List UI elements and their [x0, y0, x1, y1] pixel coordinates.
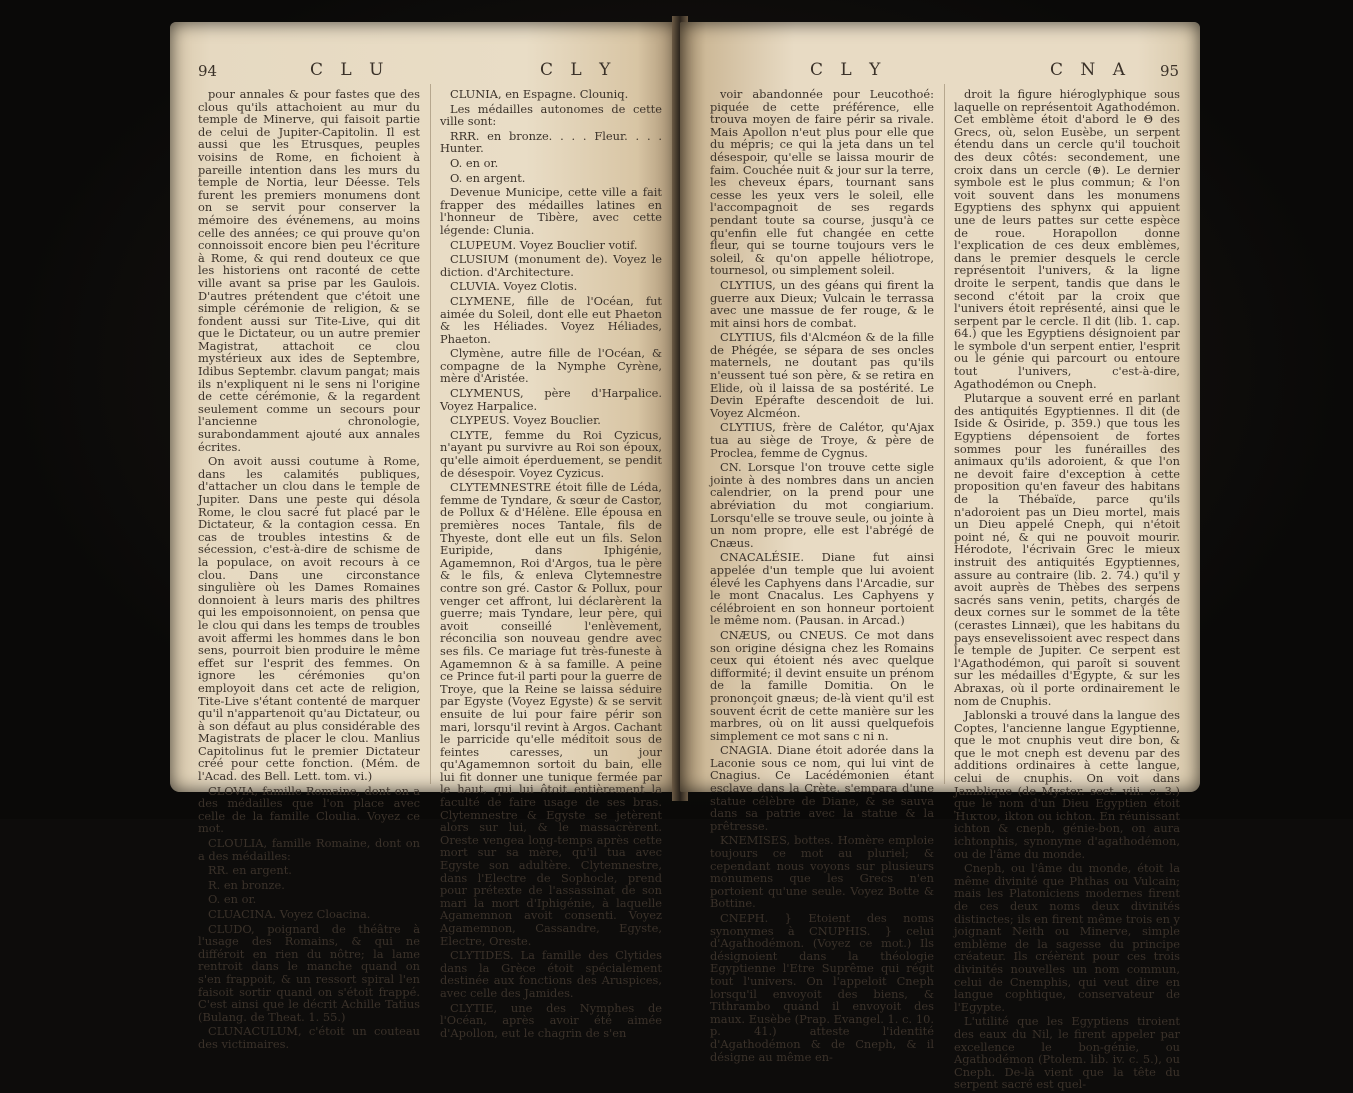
- paragraph: CLYPEUS. Voyez Bouclier.: [450, 413, 601, 428]
- paragraph: Les médailles autonomes de cette ville sont:: [440, 101, 662, 129]
- paragraph: voir abandonnée pour Leucothoé: piquée de cette préférence, elle trouva moyen de faire périr sa rivale. Mais Apollon n'eut plus pour elle que du mépris; ce qui la jeta dans un tel désespoir, qu'elle se laissa mourir de faim. Couchée nuit & jour sur la terre, les cheveux épars, tournant sans cesse les yeux vers le soleil, elle l'accompagnoit de ses regards pendant toute sa course, jusqu'à ce qu'enfin elle fut changée en cette fleur, qui se tourne toujours vers le soleil, & qu'on appelle héliotrope, tournesol, ou simplement soleil.: [710, 87, 934, 278]
- paragraph: O. en or.: [450, 155, 499, 170]
- paragraph: Devenue Municipe, cette ville a fait frapper des médailles latines en l'honneur de Tibère, avec cette légende: Clunia.: [440, 185, 662, 237]
- paragraph: Plutarque a souvent erré en parlant des antiquités Egyptiennes. Il dit (de Iside & Osiride, p. 359.) que tous les Egyptiens dépensoient de fortes sommes pour les funérailles des animaux qu'ils adoroient, & que l'on ne devoit faire d'exception à cette proposition qu'en faveur des habitans de la Thébaïde, parce qu'ils n'adoroient pas un Dieu mortel, mais un Dieu appelé Cneph, qui n'étoit point né, & qui ne pouvoit mourir. Hérodote, l'écrivain Grec le mieux instruit des antiquités Egyptiennes, assure au contraire (lib. 2. 74.) qu'il y avoit auprès de Thèbes des serpens sacrés sans venin, petits, chargés de deux cornes sur le sommet de la tête (cerastes Linnæi), que les habitans du pays ensevelissoient avec respect dans le temple de Jupiter. Ce serpent est l'Agathodémon, qui paroît si souvent sur les médailles d'Egypte, & sur les Abraxas, où il porte ordinairement le nom de Cnuphis.: [954, 391, 1180, 708]
- paragraph: CLYTIUS, un des géans qui firent la guerre aux Dieux; Vulcain le terrassa avec une massue de fer rouge, & le mit ainsi hors de combat.: [710, 277, 934, 330]
- paragraph: L'utilité que les Egyptiens tiroient des eaux du Nil, le firent appeler par excellence le bon-génie, ou Agathodémon (Ptolem. lib. iv. c. 5.), ou Cneph. De-là vient que la tête du serpent sacré est quel-: [954, 1014, 1180, 1092]
- running-head-right: C L Y: [540, 60, 617, 80]
- paragraph: CLYTIE, une des Nymphes de l'Océan, après avoir été aimée d'Apollon, eut le chagrin de s'en: [440, 1000, 662, 1040]
- right-page: [680, 22, 1200, 1092]
- right-column-2: [954, 88, 1180, 1093]
- paragraph: CLUDO, poignard de théâtre à l'usage des Romains, & qui ne différoit en rien du nôtre; la lame rentroit dans le manche quand on s'en frappoit, & un ressort spiral l'en faisoit sortir quand on s'étoit frappé. C'est ainsi que le décrit Achille Tatius (Bulang. de Theat. 1. 55.): [198, 921, 420, 1024]
- paragraph: RR. en argent.: [208, 863, 292, 878]
- paragraph: O. en argent.: [450, 170, 526, 185]
- paragraph: RRR. en bronze. . . . Fleur. . . . Hunter.: [440, 128, 662, 156]
- page-number-right: 95: [1160, 62, 1180, 80]
- paragraph: CNÆUS, ou CNEUS. Ce mot dans son origine désigna chez les Romains ceux qui étoient nés avec quelque difformité; il devint ensuite un prénom de la famille Domitia. On le prononçoit gnæus; de-là vient qu'il est souvent écrit de cette manière sur les marbres, où on lit aussi quelquefois simplement ce mot sans c ni n.: [710, 627, 934, 743]
- paragraph: CLOVIA, famille Romaine, dont on a des médailles que l'on place avec celle de la famille Cloulia. Voyez ce mot.: [198, 783, 420, 836]
- paragraph: CNACALÉSIE. Diane fut ainsi appelée d'un temple que lui avoient élevé les Caphyens dans l'Arcadie, sur le mont Cnacalus. Les Caphyens y célébroient en son honneur portoient le même nom. (Pausan. in Arcad.): [710, 550, 934, 628]
- paragraph: CLYTIUS, fils d'Alcméon & de la fille de Phégée, se sépara de ses oncles maternels, ne doutant pas qu'ils n'eussent tué son père, & se retira en Elide, où il laissa de sa postérité. Le Devin Epérafte descendoit de lui. Voyez Alcméon.: [710, 330, 934, 420]
- left-column-2: [440, 88, 662, 1041]
- paragraph: CLUACINA. Voyez Cloacina.: [208, 907, 371, 921]
- paragraph: CLUNACULUM, c'étoit un couteau des victimaires.: [198, 1024, 420, 1051]
- paragraph: CN. Lorsque l'on trouve cette sigle jointe à des nombres dans un ancien calendrier, on la prend pour une abréviation du mot congiarium. Lorsqu'elle se trouve seule, ou jointe à un nom propre, elle est l'abrégé de Cnæus.: [710, 460, 934, 550]
- paragraph: Clymène, autre fille de l'Océan, & compagne de la Nymphe Cyrène, mère d'Aristée.: [440, 346, 662, 386]
- paragraph: CLYTIUS, frère de Calétor, qu'Ajax tua au siège de Troye, & père de Proclea, femme de Cygnus.: [710, 420, 934, 460]
- paragraph: R. en bronze.: [208, 877, 285, 892]
- paragraph: CLUVIA. Voyez Clotis.: [450, 279, 578, 294]
- paragraph: CLYTEMNESTRE étoit fille de Léda, femme de Tyndare, & sœur de Castor, de Pollux & d'Hélène. Elle épousa en premières noces Tantale, fils de Thyeste, dont elle eut un fils. Selon Euripide, dans Iphigénie, Agamemnon, Roi d'Argos, tua le père & le fils, & enleva Clytemnestre contre son gré. Castor & Pollux, pour venger cet affront, lui déclarèrent la guerre; mais Tyndare, leur père, qui avoit conseillé l'enlèvement, réconcilia son nouveau gendre avec ses fils. Ce mariage fut très-funeste à Agamemnon & à sa famille. A peine ce Prince fut-il parti pour la guerre de Troye, que la Reine se laissa séduire par Egyste (Voyez Egyste) & se servit ensuite de lui pour faire périr son mari, lorsqu'il revint à Argos. Cachant le parricide qu'elle méditoit sous de feintes caresses, un jour qu'Agamemnon sortoit du bain, elle lui fit donner une tunique fermée par le haut, qui lui ôtoit entièrement la faculté de faire usage de ses bras. Clytemnestre & Egyste se jetèrent alors sur lui, & le massacrèrent. Oreste vengea long-temps après cette mort sur sa mère, qu'il tua avec Egyste son adultère. Clytemnestre, dans l'Electre de Sophocle, prend pour prétexte de l'assassinat de son mari la mort d'Iphigénie, à laquelle Agamemnon avoit consenti. Voyez Agamemnon, Cassandre, Egyste, Electre, Oreste.: [440, 480, 662, 948]
- paragraph: CLYTE, femme du Roi Cyzicus, n'ayant pu survivre au Roi son époux, qu'elle aimoit éperduement, se pendit de désespoir. Voyez Cyzicus.: [440, 427, 662, 480]
- left-column-1: [198, 88, 420, 1053]
- running-head-left: C L Y: [810, 60, 887, 80]
- column-rule: [944, 84, 945, 784]
- paragraph: CLOULIA, famille Romaine, dont on a des médailles:: [198, 836, 420, 863]
- paragraph: droit la figure hiéroglyphique sous laquelle on représentoit Agathodémon. Cet emblème étoit d'abord le Θ des Grecs, où, selon Eusèbe, un serpent étendu dans un cercle qu'il touchoit des deux côtés: secondement, une croix dans un cercle (⊕). Le dernier symbole est le plus commun; & l'on voit souvent dans les monumens Egyptiens des sphynx qui appuient une de leurs pattes sur cette espèce de roue. Horapollon donne l'explication de ces deux emblèmes, dans le premier desquels le cercle représentoit l'univers, & la ligne droite le serpent, tandis que dans le second c'étoit par la croix que l'univers étoit représenté, ainsi que le serpent par le cercle. Il dit (lib. 1. cap. 64.) que les Egyptiens désignoient par le symbole d'un serpent entier, l'esprit ou le génie qui parcourt ou entoure tout l'univers, c'est-à-dire, Agathodémon ou Cneph.: [954, 87, 1180, 391]
- paragraph: On avoit aussi coutume à Rome, dans les calamités publiques, d'attacher un clou dans le temple de Jupiter. Dans une peste qui désola Rome, le clou sacré fut placé par le Dictateur, & la contagion cessa. En cas de troubles intestins & de sécession, c'est-à-dire de schisme de la populace, on avoit recours à ce clou. Dans une circonstance singulière où les Dames Romaines donnoient à leurs maris des philtres qui les empoisonnoient, on pensa que le clou qui dans les temps de troubles avoit affermi les hommes dans le bon sens, pourroit bien produire le même effet sur l'esprit des femmes. On ignore les cérémonies qu'on employoit dans cet acte de religion, Tite-Live s'étant contenté de marquer qu'il n'appartenoit qu'au Dictateur, ou à son défaut au plus considérable des Magistrats de placer le clou. Manlius Capitolinus fut le premier Dictateur créé pour cette fonction. (Mém. de l'Acad. des Bell. Lett. tom. vi.): [198, 454, 420, 784]
- paragraph: KNEMISES, bottes. Homère emploie toujours ce mot au pluriel; & cependant nous voyons sur plusieurs monumens que les Grecs n'en portoient qu'une seule. Voyez Botte & Bottine.: [710, 833, 934, 911]
- paragraph: CNAGIA. Diane étoit adorée dans la Laconie sous ce nom, qui lui vint de Cnagius. Ce Lacédémonien étant esclave dans la Crète, s'empara d'une statue célèbre de Diane, & se sauva dans sa patrie avec la statue & la prêtresse.: [710, 743, 934, 833]
- column-rule: [430, 84, 431, 784]
- paragraph: O. en or.: [208, 892, 257, 907]
- paragraph: Jablonski a trouvé dans la langue des Coptes, l'ancienne langue Egyptienne, que le mot cnuphis veut dire bon, & que le mot cneph est devenu par des additions ordinaires à cette langue, celui de cnuphis. On voit dans Jamblique (de Myster. sect. viii. c. 3.) que le nom d'un Dieu Egyptien étoit Ἠικτον, ikton ou ichton. En réunissant ichton & cneph, génie-bon, on aura ichtonphis, synonyme d'agathodémon, ou de l'âme du monde.: [954, 708, 1180, 861]
- paragraph: CLYMENUS, père d'Harpalice. Voyez Harpalice.: [440, 386, 662, 413]
- running-head-left: C L U: [310, 60, 390, 80]
- paragraph: CLUSIUM (monument de). Voyez le diction. d'Architecture.: [440, 252, 662, 279]
- running-head-right: C N A: [1050, 60, 1131, 80]
- paragraph: CLYTIDES. La famille des Clytides dans la Grèce étoit spécialement destinée aux fonctions des Aruspices, avec celle des Jamides.: [440, 948, 662, 1000]
- paragraph: pour annales & pour fastes que des clous qu'ils attachoient au mur du temple de Minerve, qui faisoit partie de celui de Jupiter-Capitolin. Il est aussi que les Etrusques, peuples voisins de Rome, en fichoient à pareille intention dans les murs du temple de Nortia, leur Déesse. Tels furent les premiers monumens dont on se servit pour conserver la mémoire des événemens, au moins celle des années; ce qui prouve qu'on connoissoit encore bien peu l'écriture à Rome, & qui rend douteux ce que les historiens ont raconté de cette ville avant sa prise par les Gaulois. D'autres prétendent que c'étoit une simple cérémonie de religion, & se fondent aussi sur Tite-Live, qui dit que le Dictateur, ou un autre premier Magistrat, attachoit ce clou mystérieux aux ides de Septembre, Idibus Septembr. clavum pangat; mais ils n'expliquent ni le sens ni l'origine de cette cérémonie, & la regardent seulement comme un secours pour l'ancienne chronologie, surabondamment ajouté aux annales écrites.: [198, 87, 420, 454]
- paragraph: CLUNIA, en Espagne. Clouniq.: [450, 87, 629, 101]
- paragraph: CLUPEUM. Voyez Bouclier votif.: [450, 237, 638, 252]
- paragraph: CLYMENE, fille de l'Océan, fut aimée du Soleil, dont elle eut Phaeton & les Héliades. Voyez Héliades, Phaeton.: [440, 293, 662, 346]
- right-column-1: [710, 88, 934, 1065]
- paragraph: CNEPH. } Etoient des noms synonymes à CNUPHIS. } celui d'Agathodémon. (Voyez ce mot.) Ils désignoient dans la théologie Egyptienne l'Etre Suprême qui régit tout l'univers. On l'appeloit Cneph lorsqu'il envoyoit des biens, & Tithrambo quand il envoyoit des maux. Eusèbe (Prap. Evangel. 1. c. 10. p. 41.) atteste l'identité d'Agathodémon & de Cneph, & il désigne au même en-: [710, 911, 934, 1064]
- page-number-left: 94: [198, 62, 218, 80]
- paragraph: Cneph, ou l'âme du monde, étoit la même divinité que Phthas ou Vulcain; mais les Platoniciens modernes firent de ces deux noms deux divinités distinctes; ils en firent même trois en y joignant Neith ou Minerve, simple emblème de la sagesse du principe créateur. Ils créèrent pour ces trois divinités nouvelles un nom commun, celui de Cnemphis, qui veut dire en langue cophtique, conservateur de l'Egypte.: [954, 861, 1180, 1014]
- left-page: [170, 22, 678, 1051]
